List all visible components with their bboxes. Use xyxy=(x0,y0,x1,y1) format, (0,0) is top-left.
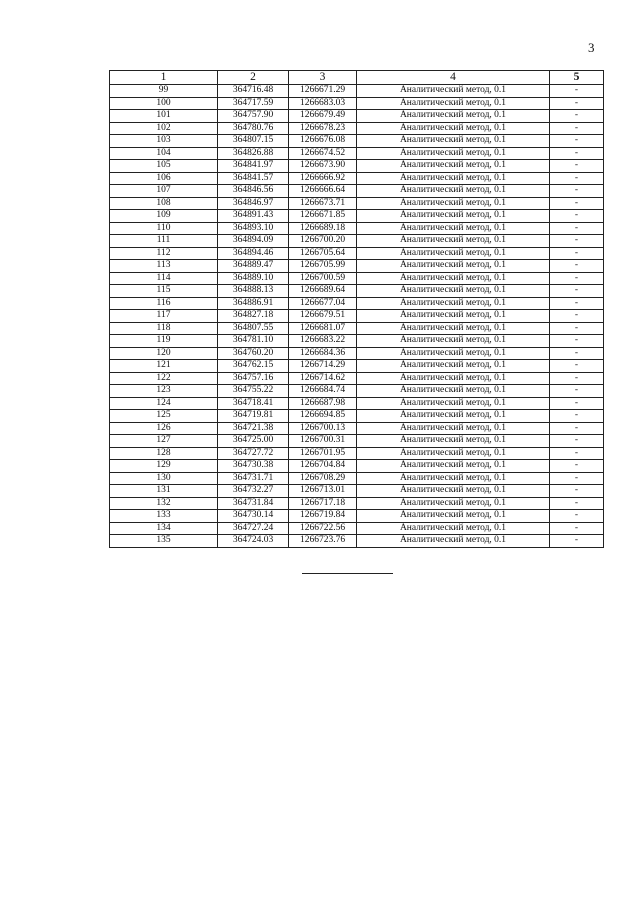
table-row xyxy=(110,272,604,285)
table-cell-col-4: Аналитический метод, 0.1 xyxy=(357,160,550,173)
table-cell-col-1: 99 xyxy=(110,85,218,98)
table-row xyxy=(110,160,604,173)
table-cell-col-4: Аналитический метод, 0.1 xyxy=(357,497,550,510)
table-cell-col-1: 106 xyxy=(110,172,218,185)
table-cell-col-2: 364716.48 xyxy=(218,85,289,98)
table-row xyxy=(110,247,604,260)
table-cell-col-3: 1266722.56 xyxy=(289,522,357,535)
table-row xyxy=(110,435,604,448)
table-cell-col-5: - xyxy=(550,135,604,148)
table-cell-col-5: - xyxy=(550,410,604,423)
table-row xyxy=(110,372,604,385)
table-cell-col-3: 1266674.52 xyxy=(289,147,357,160)
table-cell-col-5: - xyxy=(550,335,604,348)
table-cell-col-4: Аналитический метод, 0.1 xyxy=(357,347,550,360)
table-cell-col-5: - xyxy=(550,397,604,410)
table-cell-col-4: Аналитический метод, 0.1 xyxy=(357,322,550,335)
table-cell-col-2: 364760.20 xyxy=(218,347,289,360)
table-cell-col-3: 1266700.13 xyxy=(289,422,357,435)
separator-line xyxy=(302,573,393,574)
table-cell-col-3: 1266689.18 xyxy=(289,222,357,235)
table-cell-col-4: Аналитический метод, 0.1 xyxy=(357,172,550,185)
table-row xyxy=(110,97,604,110)
table-cell-col-2: 364780.76 xyxy=(218,122,289,135)
table-row xyxy=(110,135,604,148)
table-cell-col-4: Аналитический метод, 0.1 xyxy=(357,222,550,235)
table-row xyxy=(110,535,604,548)
table-cell-col-4: Аналитический метод, 0.1 xyxy=(357,272,550,285)
table-cell-col-1: 135 xyxy=(110,535,218,548)
table-cell-col-1: 102 xyxy=(110,122,218,135)
table-cell-col-1: 127 xyxy=(110,435,218,448)
table-row xyxy=(110,447,604,460)
table-cell-col-1: 133 xyxy=(110,510,218,523)
table-cell-col-5: - xyxy=(550,347,604,360)
table-cell-col-4: Аналитический метод, 0.1 xyxy=(357,197,550,210)
table-cell-col-5: - xyxy=(550,122,604,135)
table-cell-col-3: 1266700.20 xyxy=(289,235,357,248)
table-cell-col-1: 116 xyxy=(110,297,218,310)
table-cell-col-3: 1266714.62 xyxy=(289,372,357,385)
table-row xyxy=(110,285,604,298)
table-cell-col-3: 1266714.29 xyxy=(289,360,357,373)
table-cell-col-1: 118 xyxy=(110,322,218,335)
table-cell-col-2: 364732.27 xyxy=(218,485,289,498)
header-col-5: 5 xyxy=(550,71,604,85)
table-cell-col-2: 364721.38 xyxy=(218,422,289,435)
table-cell-col-5: - xyxy=(550,285,604,298)
table-cell-col-1: 121 xyxy=(110,360,218,373)
header-col-2: 2 xyxy=(218,71,289,85)
table-cell-col-5: - xyxy=(550,147,604,160)
table-cell-col-1: 117 xyxy=(110,310,218,323)
table-row xyxy=(110,522,604,535)
table-cell-col-1: 132 xyxy=(110,497,218,510)
table-cell-col-2: 364841.97 xyxy=(218,160,289,173)
table-cell-col-2: 364731.71 xyxy=(218,472,289,485)
table-cell-col-4: Аналитический метод, 0.1 xyxy=(357,185,550,198)
table-cell-col-1: 125 xyxy=(110,410,218,423)
table-cell-col-4: Аналитический метод, 0.1 xyxy=(357,535,550,548)
table-cell-col-3: 1266681.07 xyxy=(289,322,357,335)
table-cell-col-2: 364718.41 xyxy=(218,397,289,410)
table-row xyxy=(110,85,604,98)
table-cell-col-4: Аналитический метод, 0.1 xyxy=(357,135,550,148)
table-cell-col-3: 1266700.59 xyxy=(289,272,357,285)
table-cell-col-5: - xyxy=(550,160,604,173)
table-cell-col-4: Аналитический метод, 0.1 xyxy=(357,122,550,135)
table-row xyxy=(110,110,604,123)
table-cell-col-1: 110 xyxy=(110,222,218,235)
table-cell-col-1: 107 xyxy=(110,185,218,198)
table-row xyxy=(110,410,604,423)
table-cell-col-2: 364757.90 xyxy=(218,110,289,123)
table-cell-col-5: - xyxy=(550,272,604,285)
table-cell-col-1: 113 xyxy=(110,260,218,273)
table-cell-col-2: 364730.38 xyxy=(218,460,289,473)
table-row xyxy=(110,335,604,348)
table-row xyxy=(110,260,604,273)
table-cell-col-3: 1266704.84 xyxy=(289,460,357,473)
table-cell-col-1: 100 xyxy=(110,97,218,110)
table-cell-col-4: Аналитический метод, 0.1 xyxy=(357,410,550,423)
table-cell-col-4: Аналитический метод, 0.1 xyxy=(357,385,550,398)
table-cell-col-4: Аналитический метод, 0.1 xyxy=(357,510,550,523)
page-number: 3 xyxy=(588,40,595,55)
table-cell-col-4: Аналитический метод, 0.1 xyxy=(357,360,550,373)
table-cell-col-1: 108 xyxy=(110,197,218,210)
table-row xyxy=(110,472,604,485)
table-cell-col-4: Аналитический метод, 0.1 xyxy=(357,447,550,460)
table-cell-col-3: 1266677.04 xyxy=(289,297,357,310)
table-cell-col-3: 1266705.99 xyxy=(289,260,357,273)
table-cell-col-4: Аналитический метод, 0.1 xyxy=(357,285,550,298)
table-cell-col-4: Аналитический метод, 0.1 xyxy=(357,85,550,98)
table-row xyxy=(110,185,604,198)
table-cell-col-2: 364755.22 xyxy=(218,385,289,398)
table-cell-col-1: 114 xyxy=(110,272,218,285)
table-cell-col-5: - xyxy=(550,172,604,185)
table-cell-col-2: 364725.00 xyxy=(218,435,289,448)
table-cell-col-2: 364781.10 xyxy=(218,335,289,348)
table-cell-col-3: 1266687.98 xyxy=(289,397,357,410)
table-cell-col-5: - xyxy=(550,185,604,198)
table-cell-col-5: - xyxy=(550,247,604,260)
table-row xyxy=(110,235,604,248)
table-cell-col-4: Аналитический метод, 0.1 xyxy=(357,397,550,410)
table-cell-col-3: 1266679.49 xyxy=(289,110,357,123)
table-cell-col-1: 131 xyxy=(110,485,218,498)
table-cell-col-4: Аналитический метод, 0.1 xyxy=(357,297,550,310)
table-cell-col-5: - xyxy=(550,222,604,235)
table-cell-col-2: 364731.84 xyxy=(218,497,289,510)
table-cell-col-5: - xyxy=(550,197,604,210)
table-row xyxy=(110,497,604,510)
table-row xyxy=(110,510,604,523)
table-row xyxy=(110,297,604,310)
table-cell-col-4: Аналитический метод, 0.1 xyxy=(357,235,550,248)
table-row xyxy=(110,422,604,435)
table-cell-col-4: Аналитический метод, 0.1 xyxy=(357,522,550,535)
table-cell-col-2: 364846.97 xyxy=(218,197,289,210)
table-cell-col-5: - xyxy=(550,372,604,385)
table-cell-col-2: 364889.10 xyxy=(218,272,289,285)
table-cell-col-3: 1266673.90 xyxy=(289,160,357,173)
table-cell-col-2: 364888.13 xyxy=(218,285,289,298)
table-cell-col-2: 364807.55 xyxy=(218,322,289,335)
table-cell-col-1: 128 xyxy=(110,447,218,460)
table-cell-col-2: 364727.72 xyxy=(218,447,289,460)
table-cell-col-5: - xyxy=(550,322,604,335)
table-cell-col-1: 105 xyxy=(110,160,218,173)
table-cell-col-4: Аналитический метод, 0.1 xyxy=(357,147,550,160)
table-cell-col-1: 124 xyxy=(110,397,218,410)
table-cell-col-4: Аналитический метод, 0.1 xyxy=(357,97,550,110)
table-cell-col-2: 364724.03 xyxy=(218,535,289,548)
table-cell-col-4: Аналитический метод, 0.1 xyxy=(357,247,550,260)
table-cell-col-5: - xyxy=(550,435,604,448)
table-cell-col-1: 104 xyxy=(110,147,218,160)
table-cell-col-1: 129 xyxy=(110,460,218,473)
table-cell-col-1: 115 xyxy=(110,285,218,298)
table-cell-col-3: 1266684.36 xyxy=(289,347,357,360)
table-row xyxy=(110,147,604,160)
table-cell-col-5: - xyxy=(550,97,604,110)
table-cell-col-4: Аналитический метод, 0.1 xyxy=(357,435,550,448)
table-cell-col-5: - xyxy=(550,472,604,485)
table-cell-col-2: 364762.15 xyxy=(218,360,289,373)
table-cell-col-2: 364893.10 xyxy=(218,222,289,235)
table-cell-col-4: Аналитический метод, 0.1 xyxy=(357,472,550,485)
table-cell-col-3: 1266684.74 xyxy=(289,385,357,398)
table-cell-col-1: 130 xyxy=(110,472,218,485)
table-row xyxy=(110,222,604,235)
table-cell-col-3: 1266700.31 xyxy=(289,435,357,448)
table-cell-col-2: 364807.15 xyxy=(218,135,289,148)
table-cell-col-2: 364826.88 xyxy=(218,147,289,160)
table-cell-col-1: 126 xyxy=(110,422,218,435)
table-cell-col-5: - xyxy=(550,447,604,460)
table-cell-col-3: 1266676.08 xyxy=(289,135,357,148)
table-cell-col-4: Аналитический метод, 0.1 xyxy=(357,460,550,473)
table-cell-col-5: - xyxy=(550,460,604,473)
table-row xyxy=(110,197,604,210)
table-cell-col-1: 101 xyxy=(110,110,218,123)
table-cell-col-5: - xyxy=(550,510,604,523)
table-cell-col-4: Аналитический метод, 0.1 xyxy=(357,335,550,348)
table-cell-col-5: - xyxy=(550,497,604,510)
table-cell-col-2: 364841.57 xyxy=(218,172,289,185)
table-header-row xyxy=(110,71,604,85)
table-cell-col-2: 364889.47 xyxy=(218,260,289,273)
table-row xyxy=(110,485,604,498)
table-cell-col-3: 1266671.29 xyxy=(289,85,357,98)
table-cell-col-3: 1266719.84 xyxy=(289,510,357,523)
table-cell-col-5: - xyxy=(550,110,604,123)
table-cell-col-3: 1266708.29 xyxy=(289,472,357,485)
table-cell-col-2: 364719.81 xyxy=(218,410,289,423)
table-cell-col-3: 1266666.64 xyxy=(289,185,357,198)
table-row xyxy=(110,460,604,473)
table-cell-col-1: 111 xyxy=(110,235,218,248)
table-cell-col-5: - xyxy=(550,85,604,98)
table-cell-col-3: 1266694.85 xyxy=(289,410,357,423)
table-cell-col-3: 1266713.01 xyxy=(289,485,357,498)
table-cell-col-1: 103 xyxy=(110,135,218,148)
table-cell-col-3: 1266689.64 xyxy=(289,285,357,298)
table-row xyxy=(110,385,604,398)
table-cell-col-3: 1266701.95 xyxy=(289,447,357,460)
table-cell-col-2: 364757.16 xyxy=(218,372,289,385)
table-cell-col-4: Аналитический метод, 0.1 xyxy=(357,110,550,123)
table-cell-col-4: Аналитический метод, 0.1 xyxy=(357,422,550,435)
table-cell-col-1: 109 xyxy=(110,210,218,223)
table-cell-col-3: 1266666.92 xyxy=(289,172,357,185)
table-cell-col-4: Аналитический метод, 0.1 xyxy=(357,260,550,273)
table-cell-col-2: 364717.59 xyxy=(218,97,289,110)
table-row xyxy=(110,210,604,223)
table-cell-col-5: - xyxy=(550,297,604,310)
table-cell-col-3: 1266683.03 xyxy=(289,97,357,110)
table-cell-col-1: 112 xyxy=(110,247,218,260)
table-cell-col-3: 1266671.85 xyxy=(289,210,357,223)
table-cell-col-4: Аналитический метод, 0.1 xyxy=(357,210,550,223)
table-cell-col-5: - xyxy=(550,385,604,398)
table-cell-col-5: - xyxy=(550,235,604,248)
table-row xyxy=(110,310,604,323)
header-col-4: 4 xyxy=(357,71,550,85)
table-cell-col-1: 119 xyxy=(110,335,218,348)
header-col-1: 1 xyxy=(110,71,218,85)
table-cell-col-3: 1266673.71 xyxy=(289,197,357,210)
table-cell-col-5: - xyxy=(550,210,604,223)
table-cell-col-3: 1266678.23 xyxy=(289,122,357,135)
table-cell-col-5: - xyxy=(550,485,604,498)
header-col-3: 3 xyxy=(289,71,357,85)
table-cell-col-2: 364894.09 xyxy=(218,235,289,248)
table-row xyxy=(110,122,604,135)
table-row xyxy=(110,172,604,185)
table-body xyxy=(110,85,604,548)
table-cell-col-1: 123 xyxy=(110,385,218,398)
table-row xyxy=(110,322,604,335)
table-cell-col-3: 1266723.76 xyxy=(289,535,357,548)
table-row xyxy=(110,360,604,373)
table-cell-col-3: 1266717.18 xyxy=(289,497,357,510)
table-cell-col-5: - xyxy=(550,522,604,535)
table-cell-col-5: - xyxy=(550,422,604,435)
table-cell-col-2: 364894.46 xyxy=(218,247,289,260)
table-row xyxy=(110,347,604,360)
table-cell-col-5: - xyxy=(550,310,604,323)
table-cell-col-1: 120 xyxy=(110,347,218,360)
table-cell-col-2: 364727.24 xyxy=(218,522,289,535)
coordinates-table xyxy=(109,70,604,548)
table-cell-col-3: 1266683.22 xyxy=(289,335,357,348)
table-cell-col-5: - xyxy=(550,535,604,548)
table-row xyxy=(110,397,604,410)
table-cell-col-2: 364846.56 xyxy=(218,185,289,198)
table-cell-col-3: 1266705.64 xyxy=(289,247,357,260)
table-cell-col-3: 1266679.51 xyxy=(289,310,357,323)
table-cell-col-4: Аналитический метод, 0.1 xyxy=(357,485,550,498)
table-cell-col-1: 122 xyxy=(110,372,218,385)
table-cell-col-4: Аналитический метод, 0.1 xyxy=(357,372,550,385)
table-cell-col-5: - xyxy=(550,260,604,273)
table-cell-col-2: 364886.91 xyxy=(218,297,289,310)
table-cell-col-1: 134 xyxy=(110,522,218,535)
table-cell-col-2: 364891.43 xyxy=(218,210,289,223)
table-cell-col-2: 364827.18 xyxy=(218,310,289,323)
table-cell-col-4: Аналитический метод, 0.1 xyxy=(357,310,550,323)
table-cell-col-5: - xyxy=(550,360,604,373)
table-cell-col-2: 364730.14 xyxy=(218,510,289,523)
